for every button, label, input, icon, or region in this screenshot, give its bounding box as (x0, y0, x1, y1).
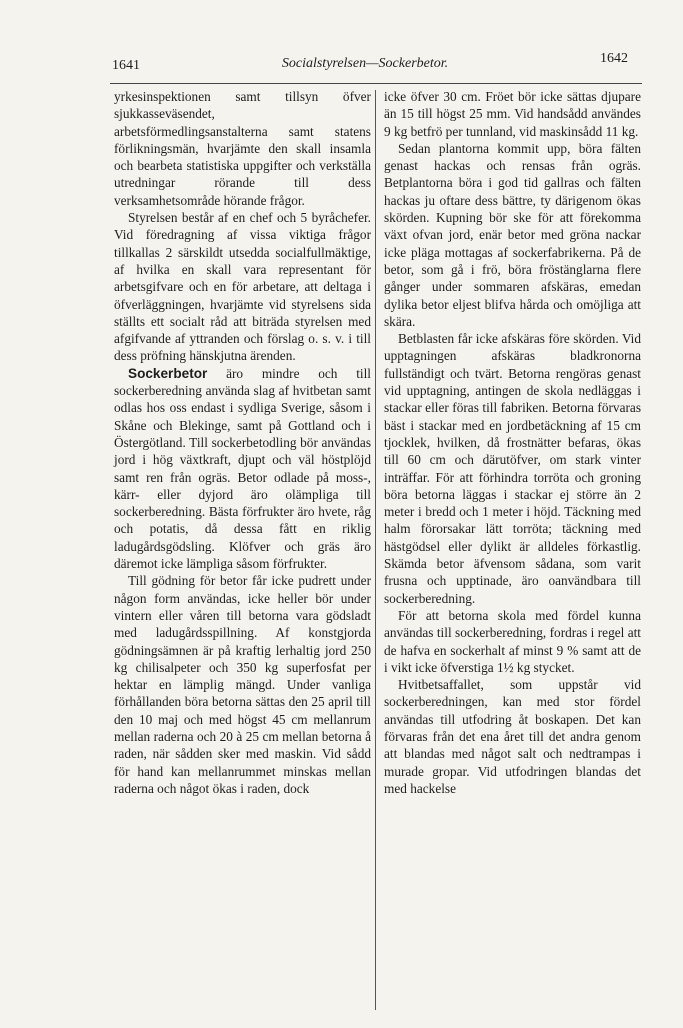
page-number-right: 1642 (600, 51, 628, 66)
running-title: Socialstyrelsen—Sockerbetor. (281, 56, 449, 71)
page-number-left: 1641 (112, 58, 140, 73)
page-header (0, 48, 683, 78)
left-paragraph-1: yrkesinspektionen samt tillsyn öfver sjukkasseväsendet, arbetsförmedlingsanstalterna samt statens förlikningsmän, hvarjämte den skall insamla och bearbeta statistiska uppgifter och verkställa utredningar rörande till dess verksamhetsområde hörande frågor. (114, 89, 371, 208)
left-paragraph-3-body: äro mindre och till sockerberedning använda slag af hvitbetan samt odlas hos oss endast i sydliga Sverige, såsom i Skåne och Blekinge, samt på Gottland och i Östergötland. Till sockerbetodling bör användas jord i hög växtkraft, djupt och väl höstplöjd samt ren från ogräs. Betor odlade på moss-, kärr- eller dyjord äro olämpliga till sockerberedning. Bästa förfrukter äro hvete, råg och potatis, då dessa fått en riklig ladugårdsgödsling. Klöfver och gräs äro däremot icke lämpliga såsom förfrukter. (114, 365, 371, 572)
header-rule (110, 83, 642, 84)
right-paragraph-4: För att betorna skola med fördel kunna användas till sockerberedning, fordras i regel att de hafva en sockerhalt af minst 9 % samt att de i vikt icke öfverstiga 1½ kg stycket. (384, 607, 641, 675)
right-paragraph-1: icke öfver 30 cm. Fröet bör icke sättas djupare än 15 till högst 25 mm. Vid handsådd användes 9 kg betfrö per tunnland, vid maskinsådd 11 kg. (384, 89, 641, 139)
left-paragraph-2: Styrelsen består af en chef och 5 byråchefer. Vid föredragning af vissa viktiga frågor tillkallas 2 särskildt utsedda socialfullmäktige, af hvilka en skall vara representant för arbetsgifvare och en för arbetare, att deltaga i öfverläggningen, hvarjämte vid styrelsens sida ställts ett socialt råd att biträda styrelsen med afgifvande af yttranden och förslag o. s. v. i till dess pröfning hänskjutna ärenden. (114, 210, 371, 364)
right-paragraph-2: Sedan plantorna kommit upp, böra fälten genast hackas och rensas från ogräs. Betplantorna böra i god tid gallras och fälten hackas ju oftare dess bättre, ty därigenom ökas skörden. Kupning bör ske för att förekomma växt ofvan jord, enär betor med gröna nackar icke pläga mottagas af sockerfabrikerna. På de betor, som gå i frö, böra fröstänglarna flere gånger under sommaren afskäras, emedan dylika betor eljest blifva hårda och omöjliga att skära. (384, 140, 641, 329)
left-paragraph-4: Till gödning för betor får icke pudrett under någon form användas, icke heller bör under vintern eller våren till betorna vara gödsladt med ladugårdsspillning. Af konstgjorda gödningsämnen är på kraftig lerhaltig jord 250 kg chilisalpeter och 350 kg superfosfat per hektar en lämplig mängd. Under vanliga förhållanden böra betorna sättas den 25 april till den 10 maj och med högst 45 cm mellanrum mellan raderna och 20 à 25 cm mellan betorna å raden, när sådden sker med maskin. Vid sådd för hand kan mellanrummet minskas mellan raderna och något ökas i raden, dock (114, 573, 371, 796)
column-divider (375, 90, 376, 1010)
left-column (114, 88, 371, 797)
left-paragraph-3 (114, 365, 371, 573)
right-paragraph-5: Hvitbetsaffallet, som uppstår vid sockerberedningen, kan med stor fördel användas till utfodring åt boskapen. Det kan förvaras från det ena året till det andra genom att blandas med något salt och nedtrampas i murade gropar. Vid utfodringen blandas det med hackelse (384, 677, 641, 796)
right-column (384, 88, 641, 797)
entry-headword: Sockerbetor (128, 365, 208, 381)
right-paragraph-3: Betblasten får icke afskäras före skörden. Vid upptagningen afskäras bladkronorna fullständigt och tvärt. Betorna rengöras genast vid upptagning, antingen de skola nedläggas i stackar eller föras till fabriken. Betorna förvaras bäst i stackar med en jordbetäckning af 15 cm tjocklek, hvilken, då frostnätter befaras, ökas till 60 cm och därutöfver, om stark vinter inträffar. För att förhindra torröta och groning böra betorna läggas i stackar ej större än 2 meter i bredd och 1 meter i höjd. Täckning med halm förorsakar lätt torröta; täckning med hästgödsel eller dylikt är alldeles förkastlig. Skämda betor äfvensom sådana, som varit frusna och upptinade, äro oanvändbara till sockerberedning. (384, 331, 641, 606)
